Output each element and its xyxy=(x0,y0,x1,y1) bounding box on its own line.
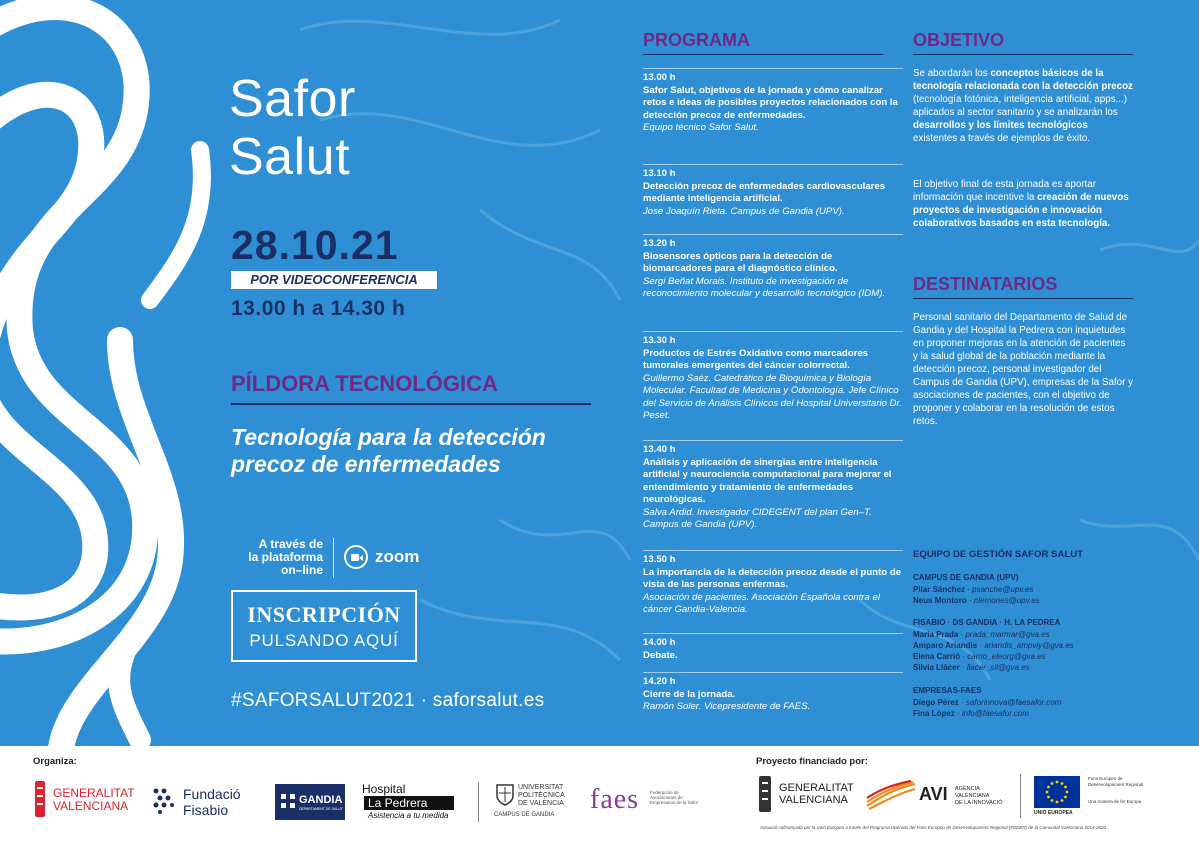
program-item xyxy=(643,164,903,218)
program-item xyxy=(643,68,903,135)
gva-logo-line-1: GENERALITAT xyxy=(53,786,135,800)
team-member: Amparo Ariandis · ariandis_ampviy@gva.es xyxy=(913,641,1074,650)
objetivo-text-bold: desarrollos y los límites tecnológicos xyxy=(913,120,1088,131)
member-email[interactable]: carrio_eleorg@gva.es xyxy=(967,652,1046,661)
member-name: Elena Carrió xyxy=(913,652,961,661)
program-desc: Detección precoz de enfermedades cardiovasculares mediante inteligencia artificial. xyxy=(643,180,886,204)
gva-crest-icon xyxy=(757,776,773,812)
footnote: Actuació cofinançada per la Unió Europea a través del Programa Operatiu del Fons Europeu de Desenvolupament Regional (FEDER) de la Comunitat Valenciana 2014-2020 xyxy=(760,825,1107,830)
team-member: Diego Pérez · saforinnova@faesafor.com xyxy=(913,698,1062,707)
eu-flag-icon xyxy=(1034,776,1080,808)
platform-label-line-1: A través de xyxy=(258,537,323,551)
pedrera-logo xyxy=(362,782,457,822)
team-member: Silvia Llácer · llacer_sil@gva.es xyxy=(913,663,1030,672)
program-desc: La importancia de la detección precoz desde el punto de vista de las personas enfermas. xyxy=(643,566,902,590)
team-member: Fina López · info@faesafor.com xyxy=(913,709,1029,718)
pedrera-line-3: Asistencia a tu medida xyxy=(368,811,449,820)
team-member: María Prada · prada_marmar@gva.es xyxy=(913,630,1050,639)
signup-button[interactable] xyxy=(231,590,417,662)
gva-logo-line-2: VALENCIANA xyxy=(53,799,129,813)
fisabio-line-2: Fisabio xyxy=(183,802,229,818)
event-title xyxy=(229,70,356,186)
team-member: Elena Carrió · carrio_eleorg@gva.es xyxy=(913,652,1046,661)
title-line-2: Salut xyxy=(229,128,351,186)
program-speaker: Sergi Beñat Morais. Instituto de investigación de reconocimiento molecular y desarrollo tecnológico (IDM). xyxy=(643,275,886,299)
objetivo-text: existentes a través de ejemplos de éxito. xyxy=(913,133,1090,144)
program-desc: Análisis y aplicación de sinergias entre inteligencia artificial y neurociencia computacional para mejorar el entendimiento y tratamiento de enfermedades neurológicas. xyxy=(643,456,892,505)
signup-sublabel: PULSANDO AQUÍ xyxy=(249,631,399,650)
member-name: Neus Montoro xyxy=(913,596,967,605)
knot-lines xyxy=(0,7,202,746)
objetivo-text: El objetivo final de esta jornada es aportar información que incentive la xyxy=(913,179,1096,203)
section-heading: PÍLDORA TECNOLÓGICA xyxy=(231,371,591,405)
faes-logo-sub: Federación de Asociaciones de Empresarios de la Safor xyxy=(650,790,699,805)
program-desc: Safor Salut, objetivos de la jornada y cómo canalizar retos e ideas de posibles proyectos relacionados con la detección precoz de enfermedades. xyxy=(643,84,898,121)
upv-crest-icon xyxy=(496,784,514,806)
member-email[interactable]: info@faesafor.com xyxy=(961,709,1029,718)
faes-logo xyxy=(590,784,700,820)
avi-swoosh-icon xyxy=(865,780,917,810)
objetivo-text-bold: conceptos básicos de la tecnología relacionada con la detección precoz xyxy=(913,68,1133,92)
fisabio-logo xyxy=(153,786,248,822)
program-item xyxy=(643,440,903,532)
program-time: 13.10 h xyxy=(643,168,676,179)
eu-line-4: UNIÓ EUROPEA xyxy=(1034,810,1073,816)
eu-line-1: Fons Europeu de xyxy=(1088,776,1123,781)
objetivo-paragraph-1 xyxy=(913,67,1133,145)
member-name: María Prada xyxy=(913,630,959,639)
team-title: EQUIPO DE GESTIÓN SAFOR SALUT xyxy=(913,549,1084,560)
member-name: Silvia Llácer xyxy=(913,663,960,672)
member-email[interactable]: prada_marmar@gva.es xyxy=(965,630,1050,639)
zoom-logo-text: zoom xyxy=(375,547,420,566)
program-speaker: Salva Ardid. Investigador CIDEGENT del plan Gen–T. Campus de Gandia (UPV). xyxy=(643,506,872,530)
member-email[interactable]: saforinnova@faesafor.com xyxy=(965,698,1062,707)
event-time: 13.00 h a 14.30 h xyxy=(231,297,406,320)
program-speaker: Jose Joaquín Rieta. Campus de Gandia (UPV). xyxy=(643,205,845,217)
gva-logo-line-1: GENERALITAT xyxy=(779,782,854,794)
member-email[interactable]: ariandis_ampviy@gva.es xyxy=(984,641,1074,650)
signup-label: INSCRIPCIÓN xyxy=(247,602,401,627)
divider xyxy=(333,538,334,578)
fisabio-mark-icon xyxy=(153,788,175,814)
program-time: 13.20 h xyxy=(643,238,676,249)
program-item xyxy=(643,331,903,423)
team-member: Neus Montoro · nlemones@upv.es xyxy=(913,596,1040,605)
member-email[interactable]: psanche@upv.es xyxy=(972,585,1034,594)
program-time: 13.30 h xyxy=(643,335,676,346)
zoom-camera-icon xyxy=(344,545,368,569)
program-item xyxy=(643,550,903,617)
member-name: Diego Pérez xyxy=(913,698,959,707)
program-speaker: Guillermo Saéz. Catedrático de Bioquímica y Biología Molecular. Facultad de Medicina y Odontología. Jefe Clínico del Servicio de Análisis Clínicos del Hospital Universitario Dr. Peset. xyxy=(643,372,902,421)
pedrera-line-1: Hospital xyxy=(362,782,406,796)
gva-logo-financing xyxy=(757,776,867,816)
program-time: 14.20 h xyxy=(643,676,676,687)
program-time: 13.00 h xyxy=(643,72,676,83)
avi-logo xyxy=(865,776,1010,816)
objetivo-text-bold: creación de nuevos proyectos de investigación e innovación colaborativos basados en esta tecnología. xyxy=(913,192,1129,229)
objetivo-text: (tecnología fotónica, inteligencia artificial, apps...) aplicados al sector sanitario y se analizarán los xyxy=(913,94,1128,118)
team-group-name: FISABIO · DS GANDIA · H. LA PEDREA xyxy=(913,618,1061,627)
destinatarios-heading: DESTINATARIOS xyxy=(913,274,1133,299)
team-group-name: CAMPUS DE GANDIA (UPV) xyxy=(913,573,1019,582)
title-line-1: Safor xyxy=(229,70,356,128)
program-item xyxy=(643,672,903,714)
program-speaker: Asociación de pacientes. Asociación Española contra el cáncer Gandia-Valencia. xyxy=(643,591,880,615)
member-email[interactable]: nlemones@upv.es xyxy=(973,596,1040,605)
platform-label-line-2: la plataforma xyxy=(248,550,323,564)
eu-logo xyxy=(1020,774,1170,820)
upv-logo xyxy=(478,782,578,824)
pedrera-line-2: La Pedrera xyxy=(368,796,428,810)
avi-line-1: AGÈNCIA VALENCIANA xyxy=(955,786,990,799)
gva-logo-line-2: VALENCIANA xyxy=(779,794,848,806)
destinatarios-text: Personal sanitario del Departamento de Salud de Gandia y del Hospital la Pedrera con inquietudes en proponer mejoras en la atención de pacientes y la salud global de la población mediante la detección precoz, personal investigador del Campus de Gandia (UPV), empresas de la Safor y asociaciones de pacientes, con el objetivo de proponer y colaborar en la resolución de estos retos. xyxy=(913,312,1133,427)
member-email[interactable]: llacer_sil@gva.es xyxy=(966,663,1030,672)
program-desc: Productos de Estrés Oxidativo como marcadores tumorales emergentes del cáncer colorrectal. xyxy=(643,347,868,371)
gva-logo xyxy=(33,781,143,821)
gva-crest-icon xyxy=(33,781,47,817)
member-name: Amparo Ariandis xyxy=(913,641,978,650)
program-desc: Cierre de la jornada. xyxy=(643,688,736,700)
faes-logo-text: faes xyxy=(590,784,640,815)
avi-line-2: DE LA INNOVACIÓ xyxy=(955,800,1003,806)
organiza-label: Organiza: xyxy=(33,756,77,767)
platform-label-line-3: on–line xyxy=(280,563,323,577)
eu-line-3: Una manera de fer Europa xyxy=(1088,799,1142,804)
gandia-logo-text: GANDIA xyxy=(299,794,343,806)
event-subtitle: Tecnología para la detección precoz de enfermedades xyxy=(231,424,546,477)
gandia-logo xyxy=(275,784,345,820)
program-desc: Biosensores ópticos para la detección de biomarcadores para el diagnóstico clínico. xyxy=(643,250,838,274)
program-time: 13.50 h xyxy=(643,554,676,565)
avi-logo-text: AVI xyxy=(919,784,948,804)
program-speaker: Equipo técnico Safor Salut. xyxy=(643,122,759,133)
program-item xyxy=(643,234,903,301)
member-name: Fina López xyxy=(913,709,955,718)
programa-heading: PROGRAMA xyxy=(643,30,883,55)
objetivo-text: Se abordarán los xyxy=(913,68,991,79)
member-name: Pilar Sánchez xyxy=(913,585,966,594)
eu-line-2: Desenvolupament Regional xyxy=(1088,781,1144,787)
mode-badge: POR VIDEOCONFERENCIA xyxy=(231,271,437,289)
upv-line-2: POLITÈCNICA xyxy=(518,792,565,799)
program-item xyxy=(643,633,903,662)
event-date: 28.10.21 xyxy=(231,222,399,268)
objetivo-heading: OBJETIVO xyxy=(913,30,1133,55)
upv-line-1: UNIVERSITAT xyxy=(518,784,564,791)
platform-label xyxy=(231,538,323,577)
upv-line-3: DE VALÈNCIA xyxy=(518,800,564,807)
objetivo-paragraph-2 xyxy=(913,178,1133,230)
financiado-label: Proyecto financiado por: xyxy=(756,756,868,767)
program-time: 14.00 h xyxy=(643,637,676,648)
upv-line-4: CAMPUS DE GANDIA xyxy=(494,812,555,818)
fisabio-line-1: Fundació xyxy=(183,786,241,802)
gandia-logo-sub: DEPARTAMENT DE SALUT xyxy=(299,807,343,811)
program-time: 13.40 h xyxy=(643,444,676,455)
hashtag-link[interactable]: #SAFORSALUT2021 · saforsalut.es xyxy=(231,690,545,711)
team-member: Pilar Sánchez · psanche@upv.es xyxy=(913,585,1034,594)
program-speaker: Ramón Soler. Vicepresidente de FAES. xyxy=(643,701,811,712)
program-desc: Debate. xyxy=(643,649,678,661)
team-group-name: EMPRESAS-FAES xyxy=(913,686,982,695)
